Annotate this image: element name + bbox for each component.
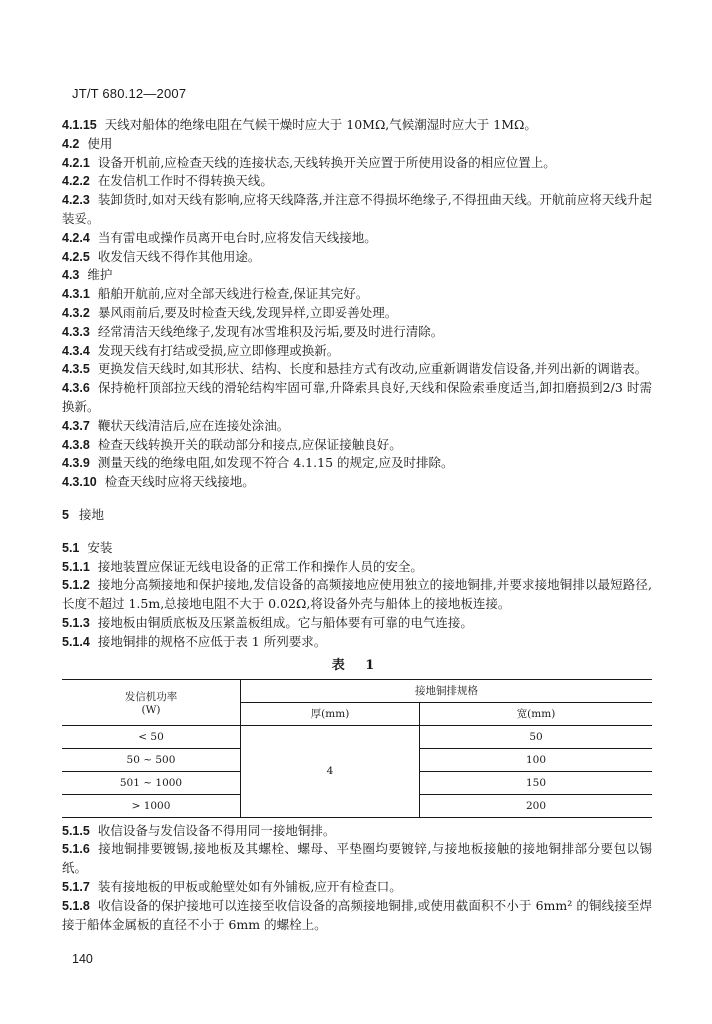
power-column-header: 发信机功率 (W): [62, 679, 241, 725]
copper-bar-spec-table: [62, 679, 652, 818]
clause-4-3-8: 4.3.8 检查天线转换开关的联动部分和接点,应保证接触良好。: [62, 436, 402, 452]
clause-4-2-5: 4.2.5 收发信天线不得作其他用途。: [62, 248, 261, 264]
power-cell: > 1000: [62, 794, 241, 817]
power-cell: 501 ~ 1000: [62, 771, 241, 794]
thickness-cell: 4: [241, 725, 420, 817]
clause-4-3-5: 4.3.5 更换发信天线时,如其形状、结构、长度和悬挂方式有改动,应重新调谐发信设备,并列出新的调谐表。: [62, 361, 648, 377]
width-cell: 100: [420, 748, 653, 771]
clause-4-3-1: 4.3.1 船舶开航前,应对全部天线进行检查,保证其完好。: [62, 286, 369, 302]
clause-4-2-1: 4.2.1 设备开机前,应检查天线的连接状态,天线转换开关应置于所使用设备的相应位置上。: [62, 154, 556, 170]
spacer: [62, 525, 652, 539]
clause-4-3-9: 4.3.9 测量天线的绝缘电阻,如发现不符合 4.1.15 的规定,应及时排除。: [62, 455, 454, 471]
clause-5-1-2: 5.1.2 接地分高频接地和保护接地,发信设备的高频接地应使用独立的接地铜排,并要求接地铜排以最短路径,长度不超过 1.5m,总接地电阻不大于 0.02Ω,将设备外壳与船体上的接地板连接。: [62, 577, 652, 612]
clause-4-3-heading: 4.3 维护: [62, 267, 113, 283]
group-column-header: 接地铜排规格: [241, 679, 653, 702]
clause-4-2-4: 4.2.4 当有雷电或操作员离开电台时,应将发信天线接地。: [62, 229, 377, 245]
table-caption: 表 1: [331, 657, 383, 673]
table-header-row-1: [62, 679, 652, 702]
standard-code-header: JT/T 680.12—2007: [72, 86, 187, 101]
clause-5-1-3: 5.1.3 接地板由铜质底板及压紧盖板组成。它与船体要有可靠的电气连接。: [62, 614, 473, 630]
table-row: [62, 725, 652, 748]
clause-4-2-2: 4.2.2 在发信机工作时不得转换天线。: [62, 173, 273, 189]
width-cell: 200: [420, 794, 653, 817]
clause-4-3-7: 4.3.7 鞭状天线清洁后,应在连接处涂油。: [62, 417, 290, 433]
clause-4-1-15: 4.1.15 天线对船体的绝缘电阻在气候干燥时应大于 10MΩ,气候潮湿时应大于 1MΩ。: [62, 117, 537, 132]
section-group-5-1: [62, 539, 652, 652]
clause-5-1-6: 5.1.6 接地铜排要镀锡,接地板及其螺栓、螺母、平垫圈均要镀锌,与接地板接触的接地铜排部分要包以锡纸。: [62, 841, 652, 876]
clause-5-1-8: 5.1.8 收信设备的保护接地可以连接至收信设备的高频接地铜排,或使用截面积不小于 6mm² 的铜线接至焊接于船体金属板的直径不小于 6mm 的螺栓上。: [62, 897, 652, 932]
page-number: 140: [72, 952, 93, 966]
power-cell: 50 ~ 500: [62, 748, 241, 771]
width-cell: 50: [420, 725, 653, 748]
clause-5-1-heading: 5.1 安装: [62, 539, 113, 555]
spacer: [62, 492, 652, 506]
clause-5-1-1: 5.1.1 接地装置应保证无线电设备的正常工作和操作人员的安全。: [62, 558, 423, 574]
thickness-column-header: 厚(mm): [241, 702, 420, 725]
document-body: [62, 116, 652, 934]
clause-5-1-5: 5.1.5 收信设备与发信设备不得用同一接地铜排。: [62, 822, 336, 838]
width-column-header: 宽(mm): [420, 702, 653, 725]
clause-5-1-4: 5.1.4 接地铜排的规格不应低于表 1 所列要求。: [62, 633, 327, 649]
power-cell: < 50: [62, 725, 241, 748]
width-cell: 150: [420, 771, 653, 794]
clause-4-3-3: 4.3.3 经常清洁天线绝缘子,发现有冰雪堆积及污垢,要及时进行清除。: [62, 323, 444, 339]
clause-5-1-7: 5.1.7 装有接地板的甲板或舱壁处如有外铺板,应开有检查口。: [62, 878, 402, 894]
section-group-5-1-continued: [62, 822, 652, 935]
clause-4-3-10: 4.3.10 检查天线时应将天线接地。: [62, 474, 255, 490]
clause-4-3-4: 4.3.4 发现天线有打结或受损,应立即修理或换新。: [62, 342, 340, 358]
chapter-5-heading: 5 接地: [62, 506, 104, 522]
section-group-4: [62, 116, 652, 492]
clause-4-3-6: 4.3.6 保持桅杆顶部拉天线的滑轮结构牢固可靠,升降索具良好,天线和保险索垂度适当,卸扣磨损到2/3 时需换新。: [62, 380, 652, 414]
clause-4-3-2: 4.3.2 暴风雨前后,要及时检查天线,发现异样,立即妥善处理。: [62, 304, 398, 320]
clause-4-2-heading: 4.2 使用: [62, 135, 113, 151]
clause-4-2-3: 4.2.3 装卸货时,如对天线有影响,应将天线降落,并注意不得损坏绝缘子,不得扭曲天线。开航前应将天线升起装妥。: [62, 192, 652, 226]
